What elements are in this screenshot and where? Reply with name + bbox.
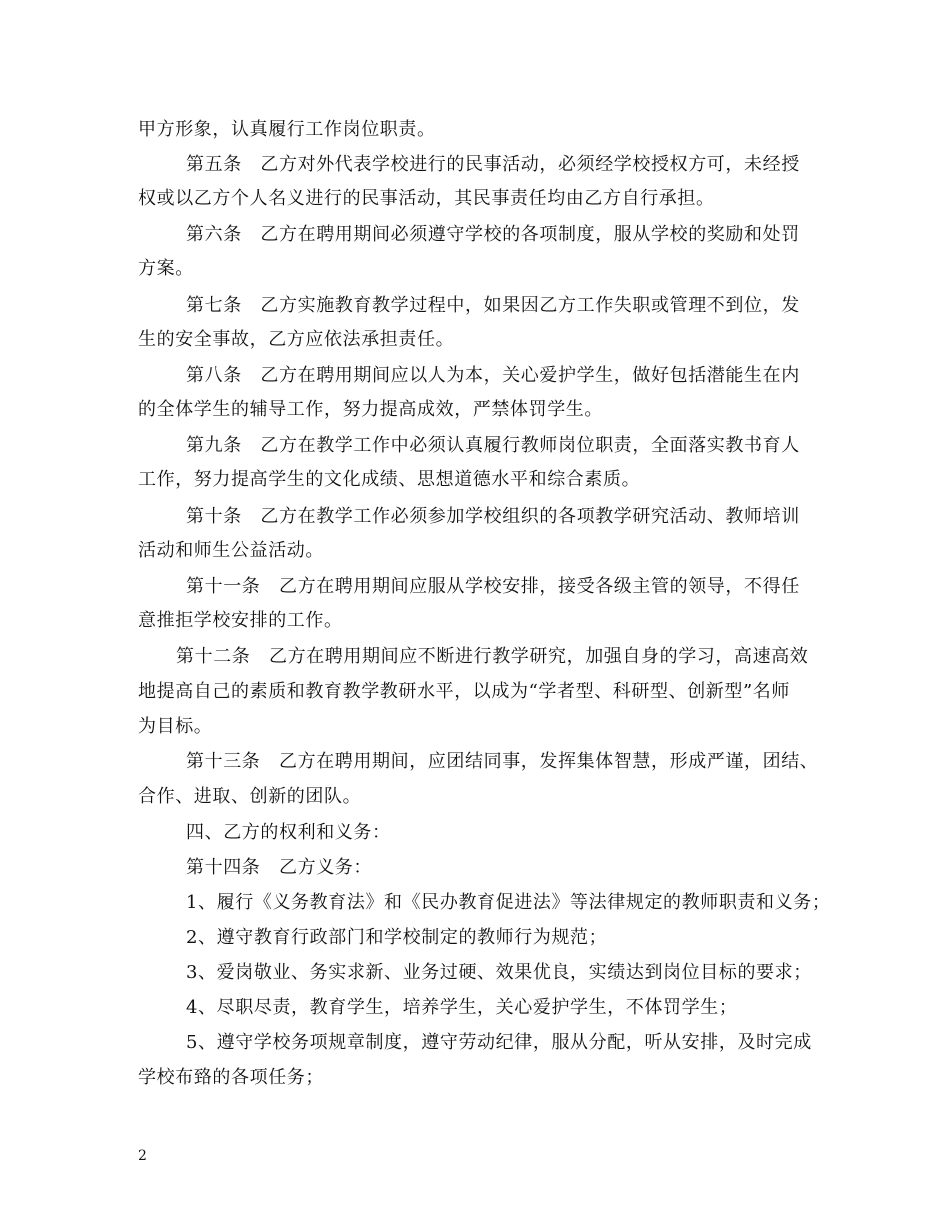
article-9-line-2: 工作，努力提高学生的文化成绩、思想道德水平和综合素质。 <box>138 469 641 490</box>
duty-item-5-line-1: 5、遵守学校务项规章制度，遵守劳动纪律，服从分配，听从安排，及时完成 <box>186 1032 812 1053</box>
duty-item-4: 4、尽职尽责，教育学生，培养学生，关心爱护学生，不体罚学生； <box>186 997 738 1018</box>
duty-item-1: 1、履行《义务教育法》和《民办教育促进法》等法律规定的教师职责和义务； <box>186 892 831 913</box>
article-6-line-1: 第六条 乙方在聘用期间必须遵守学校的各项制度，服从学校的奖励和处罚 <box>186 224 800 245</box>
page-number: 2 <box>138 1148 147 1164</box>
article-7-line-1: 第七条 乙方实施教育教学过程中，如果因乙方工作失职或管理不到位，发 <box>186 295 800 316</box>
duty-item-3: 3、爱岗敬业、务实求新、业务过硬、效果优良，实绩达到岗位目标的要求； <box>186 962 812 983</box>
article-11-line-2: 意推拒学校安排的工作。 <box>138 610 343 631</box>
section-heading: 四、乙方的权利和义务： <box>186 822 391 843</box>
article-5-line-1: 第五条 乙方对外代表学校进行的民事活动，必须经学校授权方可，未经授 <box>186 154 800 175</box>
article-8-line-1: 第八条 乙方在聘用期间应以人为本，关心爱护学生，做好包括潜能生在内 <box>186 365 800 386</box>
article-12-line-2: 地提高自己的素质和教育教学教研水平，以成为“学者型、科研型、创新型”名师 <box>138 681 791 702</box>
article-12-line-3: 为目标。 <box>138 716 213 737</box>
article-5-line-2: 权或以乙方个人名义进行的民事活动，其民事责任均由乙方自行承担。 <box>138 188 715 209</box>
article-12-line-1: 第十二条 乙方在聘用期间应不断进行教学研究，加强自身的学习，高速高效 <box>176 646 809 667</box>
article-7-line-2: 生的安全事故，乙方应依法承担责任。 <box>138 329 455 350</box>
duty-item-2: 2、遵守教育行政部门和学校制定的教师行为规范； <box>186 927 608 948</box>
article-10-line-1: 第十条 乙方在教学工作必须参加学校组织的各项教学研究活动、教师培训 <box>186 506 800 527</box>
article-13-line-2: 合作、进取、创新的团队。 <box>138 786 362 807</box>
duty-item-5-line-2: 学校布臵的各项任务； <box>138 1067 324 1088</box>
article-11-line-1: 第十一条 乙方在聘用期间应服从学校安排，接受各级主管的领导，不得任 <box>186 576 800 597</box>
article-6-line-2: 方案。 <box>138 258 194 279</box>
article-8-line-2: 的全体学生的辅导工作，努力提高成效，严禁体罚学生。 <box>138 399 603 420</box>
text-line: 甲方形象，认真履行工作岗位职责。 <box>138 119 436 140</box>
article-10-line-2: 活动和师生公益活动。 <box>138 540 324 561</box>
article-14-heading: 第十四条 乙方义务： <box>186 857 372 878</box>
article-9-line-1: 第九条 乙方在教学工作中必须认真履行教师岗位职责，全面落实教书育人 <box>186 435 800 456</box>
article-13-line-1: 第十三条 乙方在聘用期间，应团结同事，发挥集体智慧，形成严谨，团结、 <box>186 751 819 772</box>
